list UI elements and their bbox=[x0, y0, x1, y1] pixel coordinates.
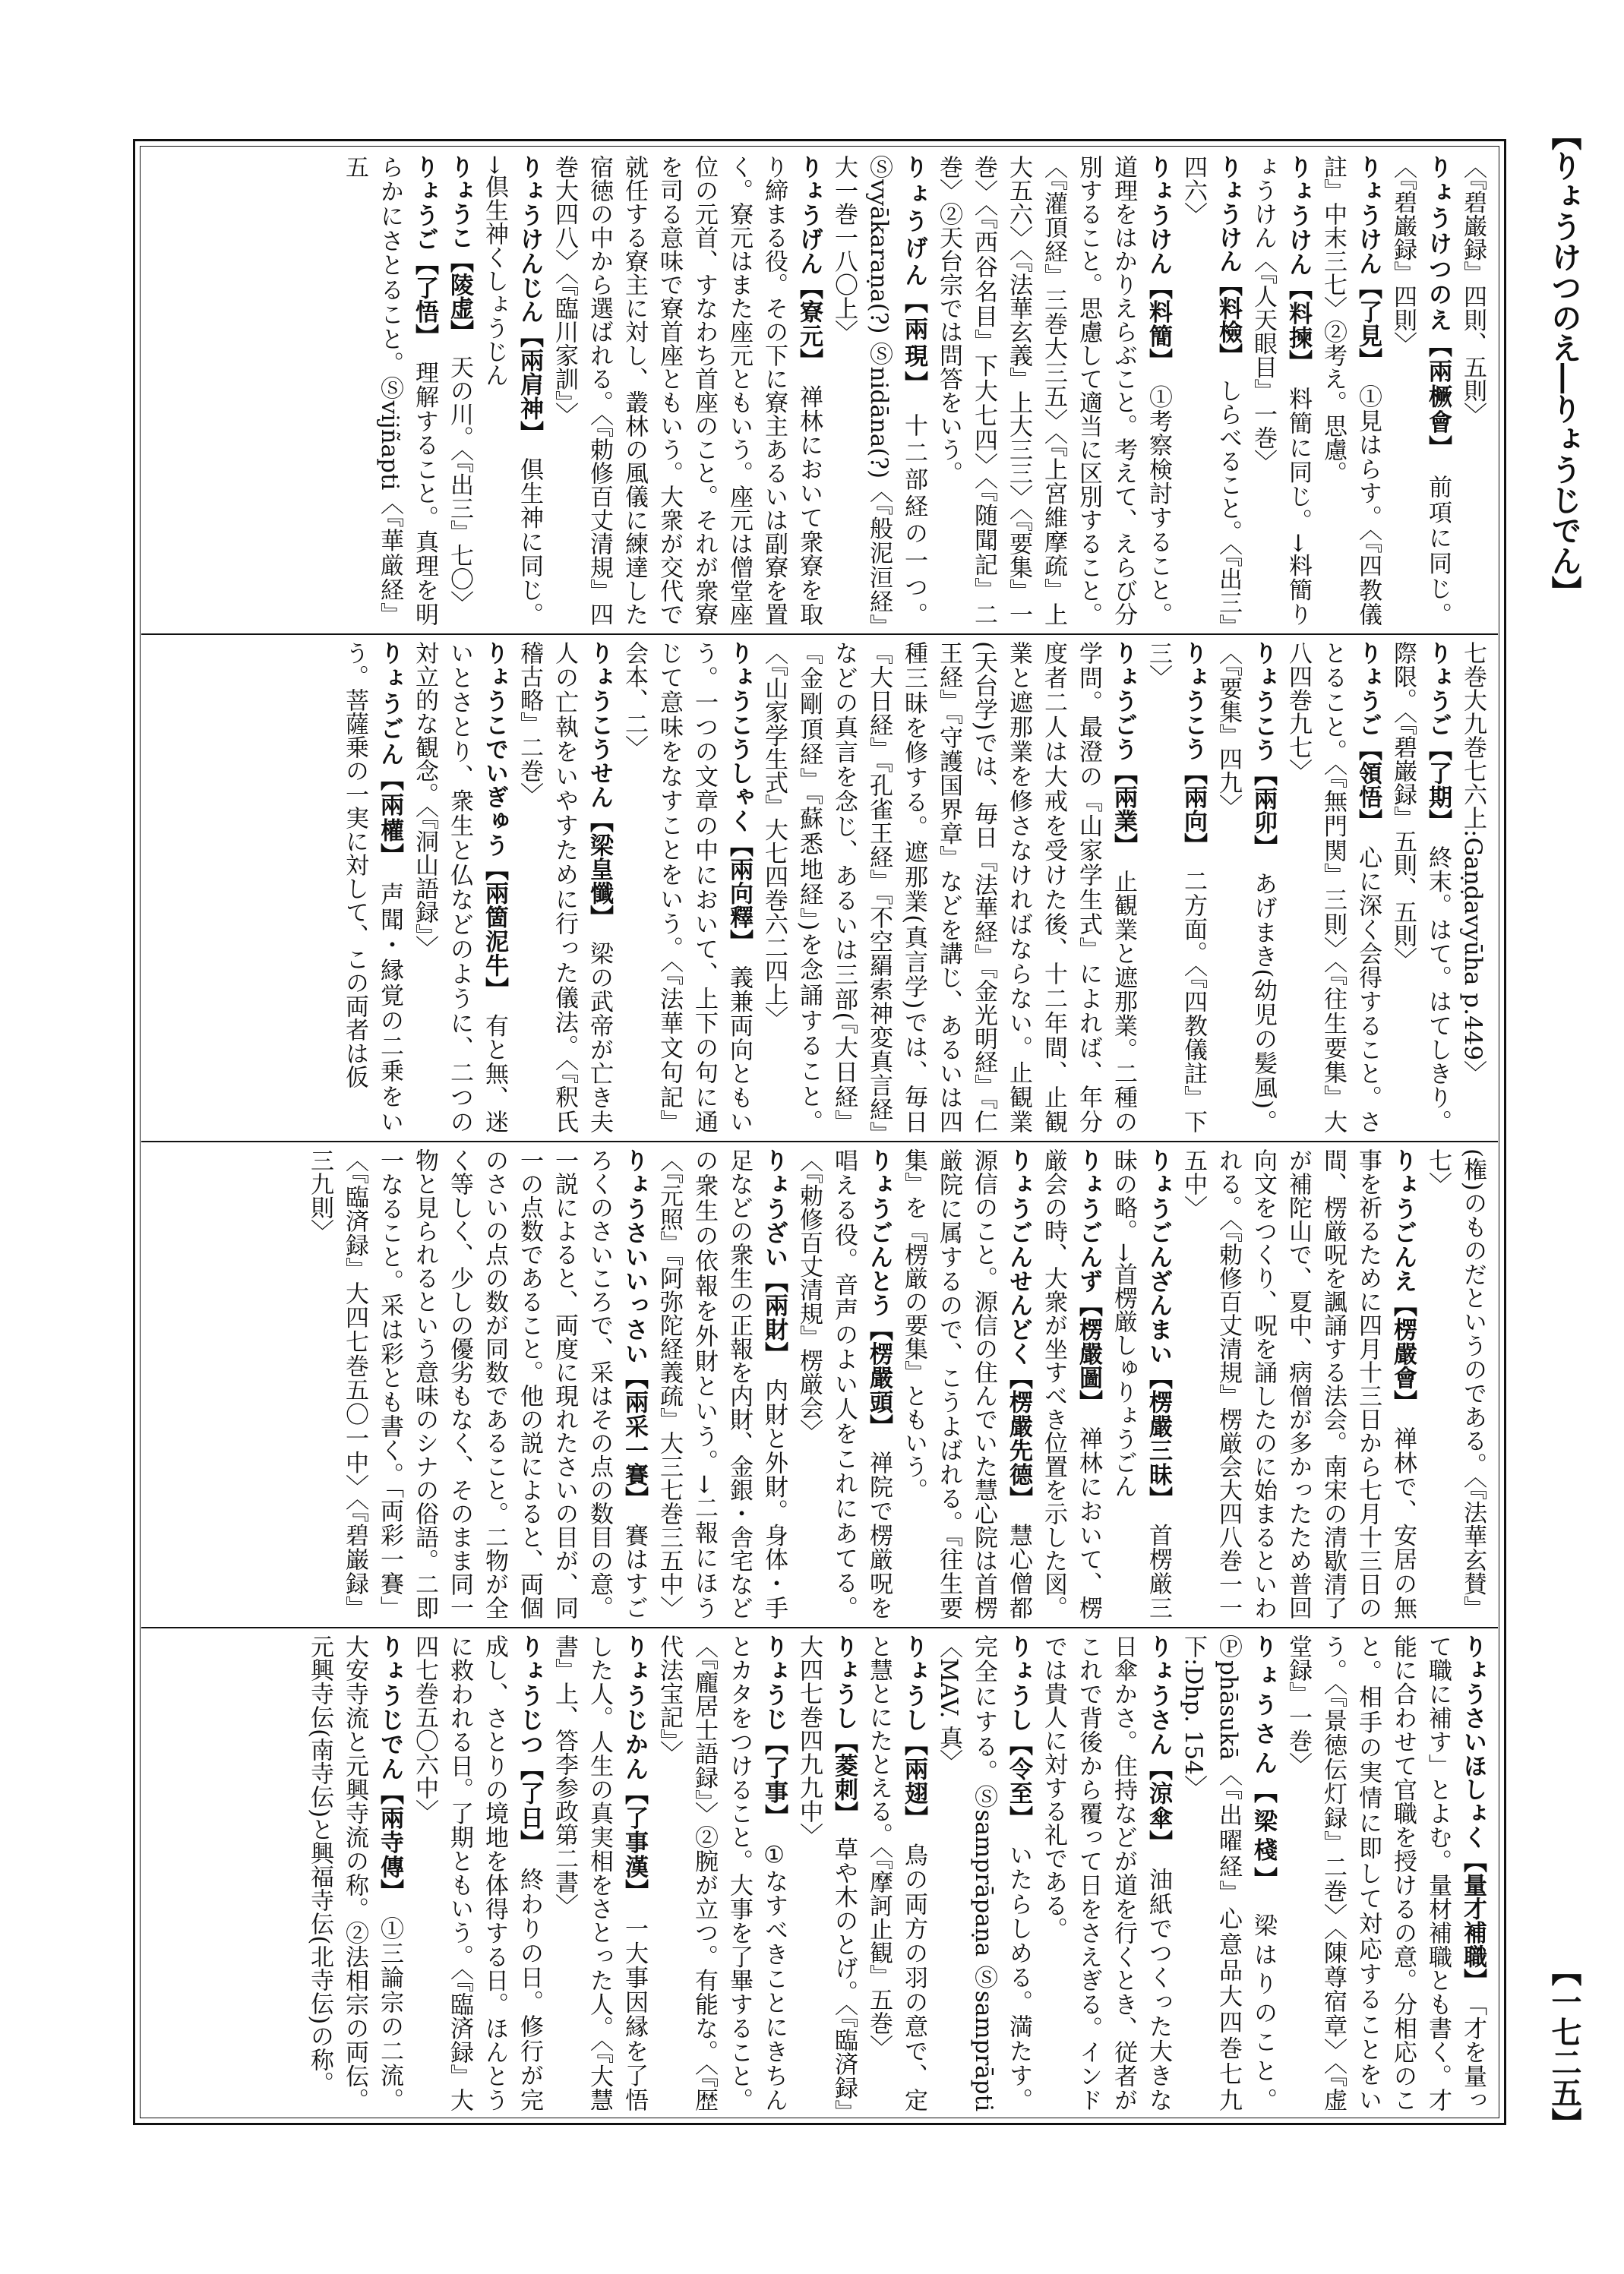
entry-headword: りょうげん【兩現】 bbox=[900, 155, 927, 387]
entry-headword: りょうし【兩翅】 bbox=[900, 1634, 927, 1819]
running-head: 【りょうけつのえ―りょうじでん】 bbox=[1547, 120, 1582, 606]
entry-definition: 〈『碧巌録』四則、五則〉 bbox=[1459, 155, 1487, 426]
entry-definition: 草や木のとげ。〈『臨済録』大四七巻四九九中〉 bbox=[795, 1634, 858, 2112]
dictionary-entry bbox=[861, 1634, 931, 2111]
dictionary-entry bbox=[442, 155, 477, 626]
dictionary-entry bbox=[1455, 155, 1490, 626]
entry-definition: ①なすべきことにきちんとカタをつけること。大事を了畢すること。〈『龐居士語録』〉②腕が立つ。有能な。〈『歴代法宝記』〉 bbox=[656, 1634, 788, 2112]
entry-definition: (権)のものだというのである。〈『法華玄賛』七〉 bbox=[1424, 1148, 1487, 1619]
entry-definition: ①三論宗の二流。大安寺流と元興寺流の称。②法相宗の両伝。元興寺伝(南寺伝)と興福寺伝(北寺伝)の称。 bbox=[306, 1634, 403, 2112]
dictionary-entry bbox=[547, 155, 826, 626]
entry-definition: 禅院で楞厳呪を唱える役。音声のよい人をこれにあてる。〈『勅修百丈清規』楞厳会〉 bbox=[795, 1148, 893, 1620]
entry-headword: りょうげん【寮元】 bbox=[795, 155, 823, 361]
dictionary-entry bbox=[1176, 155, 1246, 626]
entry-headword: りょうじでん【兩寺傳】 bbox=[376, 1634, 403, 1893]
entry-headword: りょうこうしゃく【兩向釋】 bbox=[725, 641, 753, 942]
dictionary-entry bbox=[826, 155, 931, 626]
entry-definition: 二方面。〈『四教儀註』下三〉 bbox=[1145, 641, 1207, 1134]
dictionary-entry bbox=[791, 1634, 861, 2111]
dictionary-entry bbox=[1281, 641, 1385, 1133]
dictionary-entry bbox=[1316, 155, 1385, 626]
entry-definition: 禅林において、楞厳会の時、大衆が坐すべき位置を示した図。 bbox=[1040, 1148, 1102, 1620]
entry-definition: 七巻大九巻七六上:Gaṇḍavyūha p.449〉 bbox=[1459, 641, 1487, 1085]
entry-headword: りょうごんせんどく【楞嚴先德】 bbox=[1005, 1148, 1032, 1499]
dictionary-entry bbox=[547, 1634, 652, 2111]
entry-headword: りょうじかん【了事漢】 bbox=[621, 1634, 648, 1893]
entry-definition: あげまき(幼児の髪風)。〈『要集』四九〉 bbox=[1215, 641, 1277, 1133]
entry-headword: りょうさいいっさい【兩采一賽】 bbox=[621, 1148, 648, 1499]
entry-definition: しらべること。〈『出三』四六〉 bbox=[1180, 155, 1242, 626]
entry-headword: りょうごんず【楞嚴圖】 bbox=[1075, 1148, 1102, 1403]
entry-definition: 義兼両向ともいう。一つの文章の中において、上下の句に通じて意味をなすことをいう。〈『法華文句記』会本、二〉 bbox=[621, 641, 753, 1133]
entry-definition: 油紙でつくった大きな日傘かさ。住持などが道を行くとき、従者がこれで背後から覆って日をさえぎる。インドでは貴人に対する礼である。 bbox=[1040, 1634, 1172, 2112]
dictionary-entry bbox=[337, 155, 442, 626]
dictionary-entry bbox=[1420, 1148, 1490, 1619]
entry-definition: 理解すること。真理を明らかにさとること。Ⓢvijñapti〈『華厳経』五 bbox=[341, 155, 438, 627]
entry-definition: 賽はすごろくのさいころで、采はその点の数目の意。一説によると、両度に現れたさいの目が、同一の点数であること。他の説によると、両個のさいの点の数が同数であること。二物が全く等しく、少しの優劣もなく、そのまま同一物と見られるという意味のシナの俗語。二即一なること。采は彩とも書く。「両彩一賽」〈『臨済録』大四七巻五〇一中〉〈『碧巌録』三九則〉 bbox=[306, 1148, 648, 1620]
entry-definition: 心に深く会得すること。さとること。〈『無門関』三則〉〈『往生要集』大八四巻九七〉 bbox=[1284, 641, 1382, 1133]
entry-definition: 梁の武帝が亡き夫人の亡執をいやすために行った儀法。〈『釈氏稽古略』二巻〉 bbox=[516, 641, 613, 1133]
dictionary-entry bbox=[896, 1148, 1036, 1619]
dictionary-entry bbox=[652, 1634, 791, 2111]
dictionary-entry bbox=[1211, 641, 1281, 1133]
dictionary-entry bbox=[931, 155, 1176, 626]
entry-headword: りょうけん【了見】 bbox=[1354, 155, 1382, 361]
dictionary-entry bbox=[1455, 641, 1490, 1133]
entry-definition: 慧心僧都源信のこと。源信の住んでいた慧心院は首楞厳院に属するので、こうよばれる。『往生要集』を『楞厳の要集』ともいう。 bbox=[900, 1148, 1032, 1620]
entry-definition: ①見はらす。〈『四教儀註』中末三七〉②考え。思慮。 bbox=[1319, 155, 1382, 627]
dictionary-entry bbox=[1141, 641, 1211, 1133]
dictionary-entry bbox=[791, 1148, 896, 1619]
entry-headword: りょうこでいぎゅう【兩箇泥牛】 bbox=[481, 641, 508, 990]
dictionary-entry bbox=[931, 1634, 1036, 2111]
entry-definition: 十二部経の一つ。Ⓢvyākaraṇa(?) Ⓢnidāna(?)〈『般泥洹経』大一巻一八〇上〉 bbox=[830, 155, 927, 627]
dictionary-entry bbox=[302, 1148, 652, 1619]
dictionary-entry bbox=[512, 641, 617, 1133]
entry-headword: りょうけん【料簡】 bbox=[1145, 155, 1172, 361]
tier-1 bbox=[144, 152, 1496, 629]
entry-headword: りょうごんえ【楞嚴會】 bbox=[1389, 1148, 1417, 1403]
entry-headword: りょうさん【梁棧】 bbox=[1250, 1634, 1277, 1885]
dictionary-entry bbox=[302, 1634, 407, 2111]
entry-headword: りょうこう【兩卯】 bbox=[1250, 641, 1277, 848]
entry-headword: りょうごう【兩業】 bbox=[1110, 641, 1137, 846]
dictionary-entry bbox=[1036, 1148, 1106, 1619]
entry-headword: りょうご【了悟】 bbox=[411, 155, 438, 337]
entry-headword: りょうけつのえ【兩橛會】 bbox=[1424, 155, 1452, 450]
entry-definition: いたらしめる。満たす。完全にする。Ⓢsamprāpaṇa Ⓢsamprāpti〈MAV. 真〉 bbox=[935, 1634, 1032, 2112]
entry-definition: 天の川。〈『出三』七〇〉 bbox=[446, 355, 473, 614]
dictionary-entry bbox=[337, 641, 407, 1133]
entry-definition: 首楞厳三昧の略。→首楞厳しゅりょうごん bbox=[1110, 1148, 1172, 1620]
entry-headword: りょうごんとう【楞嚴頭】 bbox=[865, 1148, 893, 1427]
entry-definition: 終わりの日。修行が完成し、さとりの境地を体得する日。ほんとうに救われる日。了期ともいう。〈『臨済録』大四七巻五〇六中〉 bbox=[411, 1634, 543, 2112]
entry-definition: 禅林で、安居の無事を祈るために四月十三日から七月十三日の間、楞厳呪を諷誦する法会。南宋の清歇清了が補陀山で、夏中、病僧が多かったため普回向文をつくり、呪を誦したのに始まるといわれる。〈『勅修百丈清規』楞厳会大四八巻一一五中〉 bbox=[1180, 1148, 1417, 1620]
tier-2 bbox=[144, 638, 1496, 1136]
entry-definition: 内財と外財。身体・手足などの衆生の正報を内財、金銀・舎宅などの衆生の依報を外財という。→二報にほう〈『元照』『阿弥陀経義疏』大三七巻三五中〉 bbox=[656, 1148, 788, 1620]
entry-headword: りょうこ【陵虚】 bbox=[446, 155, 473, 332]
entry-headword: りょうし【菱刺】 bbox=[830, 1634, 858, 1814]
entry-definition: 声聞・縁覚の二乗をいう。菩薩乗の一実に対して、この両者は仮 bbox=[341, 641, 403, 1134]
dictionary-entry bbox=[1385, 155, 1455, 626]
entry-definition: 有と無、迷いとさとり、衆生と仏などのように、二つの対立的な観念。〈『洞山語録』〉 bbox=[411, 641, 508, 1133]
tier-divider bbox=[141, 1141, 1498, 1142]
dictionary-entry bbox=[1176, 1148, 1420, 1619]
entry-headword: りょうご【了期】 bbox=[1424, 641, 1452, 822]
entry-headword: りょうこう【兩向】 bbox=[1180, 641, 1207, 845]
entry-definition: 一大事因縁を了悟した人。人生の真実相をさとった人。〈『大慧書』上、答李参政第二書〉 bbox=[551, 1634, 648, 2112]
entry-headword: りょうじ【了事】 bbox=[760, 1634, 788, 1818]
entry-definition: 「才を量って職に補す」とよむ。量材補職とも書く。才能に合わせて官職を授けるの意。分相応のこと。相手の実情に即して対応することをいう。〈『景徳伝灯録』二巻〉〈陳尊宿章〉〈『虚堂録』一巻〉 bbox=[1284, 1634, 1487, 2112]
dictionary-entry bbox=[1246, 155, 1316, 626]
dictionary-entry bbox=[652, 1148, 791, 1619]
dictionary-entry bbox=[1385, 641, 1455, 1133]
entry-headword: りょうけんじん【兩肩神】 bbox=[516, 155, 543, 434]
entry-definition: 梁はりのこと。Ⓟphāsukā〈『出曜経』心意品大四巻七九下:Dhp. 154〉 bbox=[1180, 1634, 1277, 2111]
entry-definition: 止観業と遮那業。二種の学問。最澄の『山家学生式』によれば、年分度者二人は大戒を受けた後、十二年間、止観業と遮那業を修さなければならない。止観業(天台学)では、毎日『法華経』『金光明経』『仁王経』『守護国界章』などを講じ、あるいは四種三昧を修する。遮那業(真言学)では、毎日『大日経』『孔雀王経』『不空羂索神変真言経』などの真言を念じ、あるいは三部(『大日経』『金剛頂経』『蘇悉地経』)を念誦すること。〈『山家学生式』大七四巻六二四上〉 bbox=[760, 641, 1137, 1133]
tier-divider bbox=[141, 633, 1498, 635]
dictionary-entry bbox=[1036, 1634, 1176, 2111]
dictionary-entry bbox=[1281, 1634, 1490, 2111]
entry-definition: 料簡に同じ。→料簡りょうけん〈『人天眼目』一巻〉 bbox=[1250, 155, 1312, 627]
page-number: 【一七二五】 bbox=[1547, 1956, 1582, 2138]
entry-headword: りょうけん【料檢】 bbox=[1215, 155, 1242, 355]
dictionary-entry bbox=[1176, 1634, 1281, 2111]
entry-headword: りょうけん【料揀】 bbox=[1284, 155, 1312, 363]
entry-definition: 鳥の両方の羽の意で、定と慧とにたとえる。〈『摩訶止観』五巻〉 bbox=[865, 1634, 927, 2112]
tier-divider bbox=[141, 1627, 1498, 1628]
entry-definition: 禅林において衆寮を取り締まる役。その下に寮主あるいは副寮を置く。寮元はまた座元ともいう。座元は僧堂座位の元首、すなわち首座のこと。それが衆寮を司る意味で寮首座ともいう。大衆が交代で就任する寮主に対し、叢林の風儀に練達した宿徳の中から選ばれる。〈『勅修百丈清規』四巻大四八〉〈『臨川家訓』〉 bbox=[551, 155, 823, 627]
entry-definition: 終末。はて。はてしきり。際限。〈『碧巌録』五則、五則〉 bbox=[1389, 641, 1452, 1133]
entry-headword: りょうご【領悟】 bbox=[1354, 641, 1382, 822]
entry-headword: りょうごんざんまい【楞嚴三昧】 bbox=[1145, 1148, 1172, 1499]
entry-headword: りょうじつ【了日】 bbox=[516, 1634, 543, 1843]
entry-headword: りょうさん【涼傘】 bbox=[1145, 1634, 1172, 1843]
entry-definition: ①考察検討すること。道理をはかりえらぶこと。考えて、えらび分別すること。思慮して適当に区別すること。〈『灌頂経』三巻大三五〉〈『上宮維摩疏』上大五六〉〈『法華玄義』上大三三〉〈『要集』一巻〉〈『西谷名目』下大七四〉〈『随聞記』二巻〉②天台宗では問答をいう。 bbox=[935, 155, 1172, 627]
tier-3 bbox=[144, 1145, 1496, 1622]
dictionary-entry bbox=[1106, 1148, 1176, 1619]
entry-definition: 倶生神に同じ。→倶生神くしょうじん bbox=[481, 155, 543, 627]
dictionary-entry bbox=[617, 641, 757, 1133]
entry-headword: りょうざい【兩財】 bbox=[760, 1148, 788, 1354]
dictionary-entry bbox=[407, 1634, 547, 2111]
tier-4 bbox=[144, 1631, 1496, 2115]
entry-headword: りょうこうせん【梁皇懺】 bbox=[586, 641, 613, 917]
entry-headword: りょうし【令至】 bbox=[1005, 1634, 1032, 1819]
entry-definition: 前項に同じ。〈『碧巌録』四則〉 bbox=[1389, 155, 1452, 627]
dictionary-entry bbox=[407, 641, 512, 1133]
entry-headword: りょうごん【兩權】 bbox=[376, 641, 403, 857]
entry-headword: りょうさいほしょく【量才補職】 bbox=[1459, 1634, 1487, 1981]
dictionary-entry bbox=[477, 155, 547, 626]
dictionary-entry bbox=[757, 641, 1141, 1133]
